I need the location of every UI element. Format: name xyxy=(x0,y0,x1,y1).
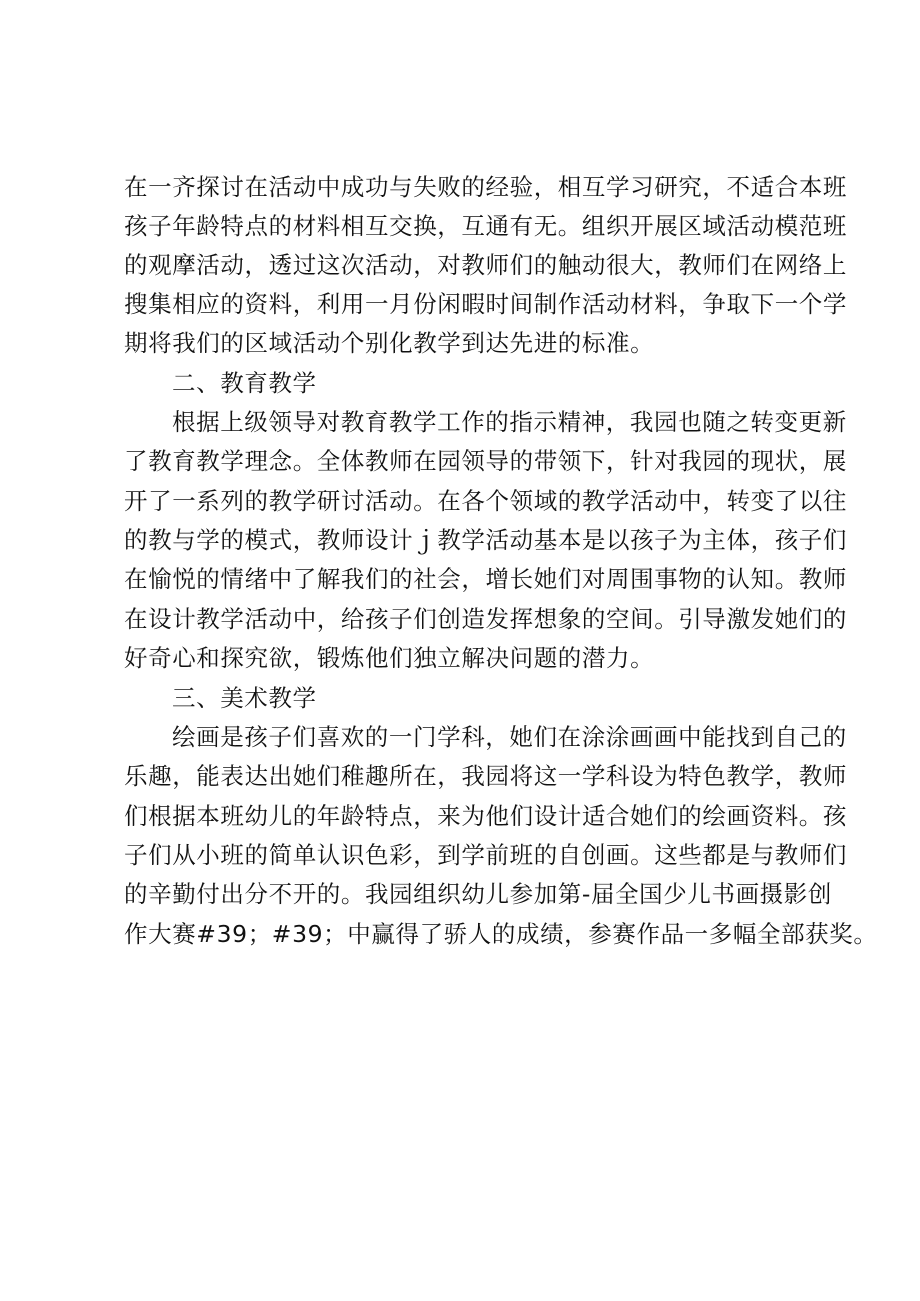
paragraph-line: 绘画是孩子们喜欢的一门学科，她们在涂涂画画中能找到自己的 xyxy=(172,723,847,751)
paragraph-line: 子们从小班的简单认识色彩，到学前班的自创画。这些都是与教师们 xyxy=(124,841,847,869)
paragraph-line: 搜集相应的资料，利用一月份闲暇时间制作活动材料，争取下一个学 xyxy=(124,290,847,318)
section-heading: 三、美术教学 xyxy=(172,684,317,712)
paragraph-line: 乐趣，能表达出她们稚趣所在，我园将这一学科设为特色教学，教师 xyxy=(124,762,847,790)
paragraph-line: 们根据本班幼儿的年龄特点，来为他们设计适合她们的绘画资料。孩 xyxy=(124,802,847,830)
paragraph-line: 开了一系列的教学研讨活动。在各个领域的教学活动中，转变了以往 xyxy=(124,487,847,515)
paragraph-line: 孩子年龄特点的材料相互交换，互通有无。组织开展区域活动模范班 xyxy=(124,212,847,240)
paragraph-line: 在设计教学活动中，给孩子们创造发挥想象的空间。引导激发她们的 xyxy=(124,605,847,633)
paragraph-line: 好奇心和探究欲，锻炼他们独立解决问题的潜力。 xyxy=(124,644,655,672)
paragraph-line: 作大赛#39；#39；中赢得了骄人的成绩，参赛作品一多幅全部获奖。 xyxy=(124,920,878,948)
paragraph-line: 期将我们的区域活动个别化教学到达先进的标准。 xyxy=(124,329,655,357)
paragraph-line: 了教育教学理念。全体教师在园领导的带领下，针对我园的现状，展 xyxy=(124,447,847,475)
paragraph-line: 在愉悦的情绪中了解我们的社会，增长她们对周围事物的认知。教师 xyxy=(124,565,847,593)
section-heading: 二、教育教学 xyxy=(172,369,317,397)
paragraph-line: 根据上级领导对教育教学工作的指示精神，我园也随之转变更新 xyxy=(172,408,847,436)
paragraph-line: 的观摩活动，透过这次活动，对教师们的触动很大，教师们在网络上 xyxy=(124,251,847,279)
paragraph-line: 在一齐探讨在活动中成功与失败的经验，相互学习研究，不适合本班 xyxy=(124,173,847,201)
paragraph-line: 的教与学的模式，教师设计ｊ教学活动基本是以孩子为主体，孩子们 xyxy=(124,526,847,554)
paragraph-line: 的辛勤付出分不开的。我园组织幼儿参加第-届全国少儿书画摄影创 xyxy=(124,880,832,908)
